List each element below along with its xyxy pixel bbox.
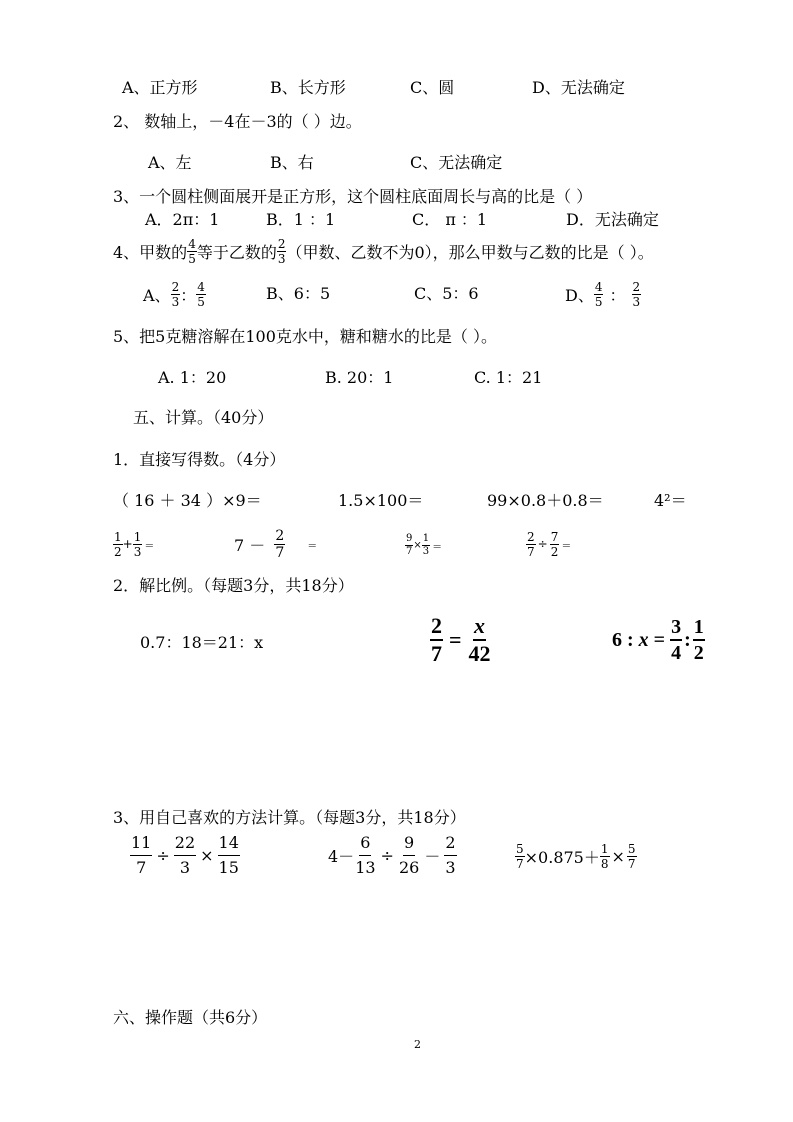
proportion-1: 0.7：18＝21：x: [140, 633, 264, 652]
q5-option-a: A. 1：20: [158, 368, 227, 387]
q1-option-d: D、无法确定: [532, 78, 625, 97]
calc-4: 4²＝: [654, 491, 687, 510]
q4-fraction-1: $\frac{4}{5}$: [188, 236, 196, 266]
q2-option-b: B、右: [270, 153, 314, 172]
simplify-1: $\frac{11}{7}$ ÷ $\frac{22}{3}$ × $\frac{14}{15}$: [131, 832, 239, 877]
calc-2: 1.5×100＝: [338, 491, 424, 510]
q1-option-a: A、正方形: [122, 78, 198, 97]
section6-title: 六、操作题（共6分）: [113, 1008, 268, 1027]
proportion-2: $\frac{2}{7}$ = $\frac{x}{42}$: [431, 613, 491, 666]
q5-question: 5、把5克糖溶解在100克水中，糖和糖水的比是（ ）。: [113, 327, 497, 346]
calc-8: $\frac{2}{7}$ ÷ $\frac{7}{2}$ ＝: [527, 529, 572, 559]
calc-6: 7 － $\frac{2}{7}$ ＝: [234, 527, 318, 561]
q3-option-d: D．无法确定: [566, 210, 659, 229]
q3-option-b: B．1 ：1: [266, 210, 336, 229]
q3-question: 3、一个圆柱侧面展开是正方形，这个圆柱底面周长与高的比是（ ）: [113, 187, 593, 206]
q5-option-c: C. 1：21: [474, 368, 543, 387]
section5-part2-title: 2．解比例。（每题3分，共18分）: [113, 576, 354, 595]
calc-5: $\frac{1}{2}$ + $\frac{1}{3}$ ＝: [114, 529, 155, 559]
q1-option-c: C、圆: [410, 78, 455, 97]
q4-fraction-2: $\frac{2}{3}$: [277, 236, 286, 266]
calc-1: （ 16 ＋ 34 ）×9＝: [113, 491, 262, 510]
section5-part1-title: 1．直接写得数。（4分）: [113, 450, 286, 469]
simplify-2: 4－ $\frac{6}{13}$ ÷ $\frac{9}{26}$ － $\frac{2}{3}$: [328, 832, 456, 877]
q1-option-b: B、长方形: [270, 78, 346, 97]
section5-title: 五、计算。（40分）: [133, 408, 274, 427]
q2-option-a: A、左: [148, 153, 192, 172]
q3-option-a: A．2π：1: [145, 210, 220, 229]
q4-option-c: C、5：6: [414, 284, 479, 303]
calc-7: $\frac{9}{7}$ × $\frac{1}{3}$ ＝: [406, 532, 443, 557]
calc-3: 99×0.8＋0.8＝: [487, 491, 604, 510]
q5-option-b: B. 20：1: [325, 368, 394, 387]
page-number: 2: [414, 1038, 421, 1051]
q4-option-b: B、6：5: [266, 284, 331, 303]
section5-part3-title: 3、用自己喜欢的方法计算。（每题3分，共18分）: [113, 808, 466, 827]
q3-option-c: C． π ：1: [412, 210, 488, 229]
q2-option-c: C、无法确定: [410, 153, 503, 172]
simplify-3: $\frac{5}{7}$ ×0.875＋ $\frac{1}{8}$ × $\frac{5}{7}$: [516, 841, 636, 871]
q2-question: 2、 数轴上，－4在－3的（ ）边。: [113, 112, 362, 131]
proportion-3: 6 : x = $\frac{3}{4}$ : $\frac{1}{2}$: [612, 616, 704, 664]
q4-question: 4、甲数的 $\frac{4}{5}$ 等于乙数的 $\frac{2}{3}$ （甲数、乙数不为0），那么甲数与乙数的比是（ ）。: [113, 236, 654, 266]
q4-option-a: A、 $\frac{2}{3}$ ： $\frac{4}{5}$: [143, 279, 205, 309]
q4-option-d: D、 $\frac{4}{5}$ ： $\frac{2}{3}$: [565, 279, 641, 309]
